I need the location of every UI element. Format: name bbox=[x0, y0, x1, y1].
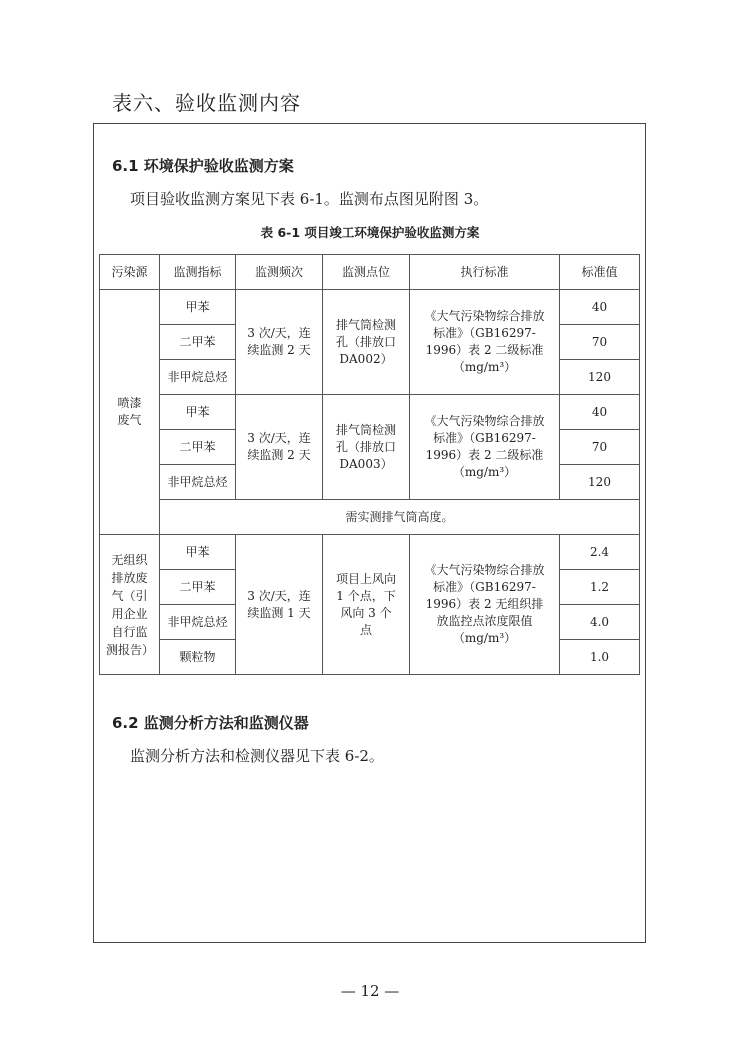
point-cell: 排气筒检测孔（排放口 DA002） bbox=[323, 290, 410, 395]
section-6-2-title: 6.2 监测分析方法和监测仪器 bbox=[112, 714, 309, 732]
page-heading: 表六、验收监测内容 bbox=[112, 91, 301, 115]
limit-value-cell: 120 bbox=[560, 360, 640, 395]
indicator-cell: 非甲烷总烃 bbox=[160, 605, 236, 640]
limit-value-cell: 4.0 bbox=[560, 605, 640, 640]
indicator-cell: 二甲苯 bbox=[160, 430, 236, 465]
page-number: — 12 — bbox=[340, 982, 400, 1000]
indicator-cell: 甲苯 bbox=[160, 290, 236, 325]
indicator-cell: 甲苯 bbox=[160, 395, 236, 430]
note-cell: 需实测排气筒高度。 bbox=[160, 500, 640, 535]
frequency-cell: 3 次/天，连续监测 2 天 bbox=[236, 395, 323, 500]
table-header-row bbox=[100, 255, 640, 290]
limit-value-cell: 70 bbox=[560, 325, 640, 360]
source-cell: 无组织排放废气（引用企业自行监测报告） bbox=[100, 535, 160, 675]
indicator-cell: 非甲烷总烃 bbox=[160, 465, 236, 500]
standard-cell: 《大气污染物综合排放标准》（GB16297-1996）表 2 二级标准（mg/m³） bbox=[410, 290, 560, 395]
indicator-cell: 二甲苯 bbox=[160, 325, 236, 360]
limit-value-cell: 40 bbox=[560, 395, 640, 430]
standard-cell: 《大气污染物综合排放标准》（GB16297-1996）表 2 二级标准（mg/m³） bbox=[410, 395, 560, 500]
limit-value-cell: 40 bbox=[560, 290, 640, 325]
limit-value-cell: 1.0 bbox=[560, 640, 640, 675]
indicator-cell: 非甲烷总烃 bbox=[160, 360, 236, 395]
standard-cell: 《大气污染物综合排放标准》（GB16297-1996）表 2 无组织排放监控点浓度限值（mg/m³） bbox=[410, 535, 560, 675]
point-cell: 项目上风向 1 个点，下风向 3 个点 bbox=[323, 535, 410, 675]
limit-value-cell: 70 bbox=[560, 430, 640, 465]
col-header-frequency: 监测频次 bbox=[236, 255, 323, 290]
table-row bbox=[100, 500, 640, 535]
source-cell: 喷漆废气 bbox=[100, 290, 160, 535]
col-header-limit: 标准值 bbox=[560, 255, 640, 290]
point-cell: 排气筒检测孔（排放口 DA003） bbox=[323, 395, 410, 500]
indicator-cell: 甲苯 bbox=[160, 535, 236, 570]
frequency-cell: 3 次/天，连续监测 2 天 bbox=[236, 290, 323, 395]
col-header-point: 监测点位 bbox=[323, 255, 410, 290]
table-row bbox=[100, 535, 640, 570]
limit-value-cell: 2.4 bbox=[560, 535, 640, 570]
indicator-cell: 二甲苯 bbox=[160, 570, 236, 605]
section-6-2-intro: 监测分析方法和检测仪器见下表 6-2。 bbox=[130, 747, 384, 765]
table-row bbox=[100, 290, 640, 325]
limit-value-cell: 1.2 bbox=[560, 570, 640, 605]
limit-value-cell: 120 bbox=[560, 465, 640, 500]
frequency-cell: 3 次/天，连续监测 1 天 bbox=[236, 535, 323, 675]
indicator-cell: 颗粒物 bbox=[160, 640, 236, 675]
col-header-standard: 执行标准 bbox=[410, 255, 560, 290]
table-row bbox=[100, 395, 640, 430]
col-header-source: 污染源 bbox=[100, 255, 160, 290]
section-6-1-title: 6.1 环境保护验收监测方案 bbox=[112, 157, 294, 175]
monitoring-plan-table bbox=[99, 254, 640, 675]
col-header-indicator: 监测指标 bbox=[160, 255, 236, 290]
section-6-1-intro: 项目验收监测方案见下表 6-1。监测布点图见附图 3。 bbox=[130, 190, 489, 208]
table-caption: 表 6-1 项目竣工环境保护验收监测方案 bbox=[260, 225, 480, 240]
